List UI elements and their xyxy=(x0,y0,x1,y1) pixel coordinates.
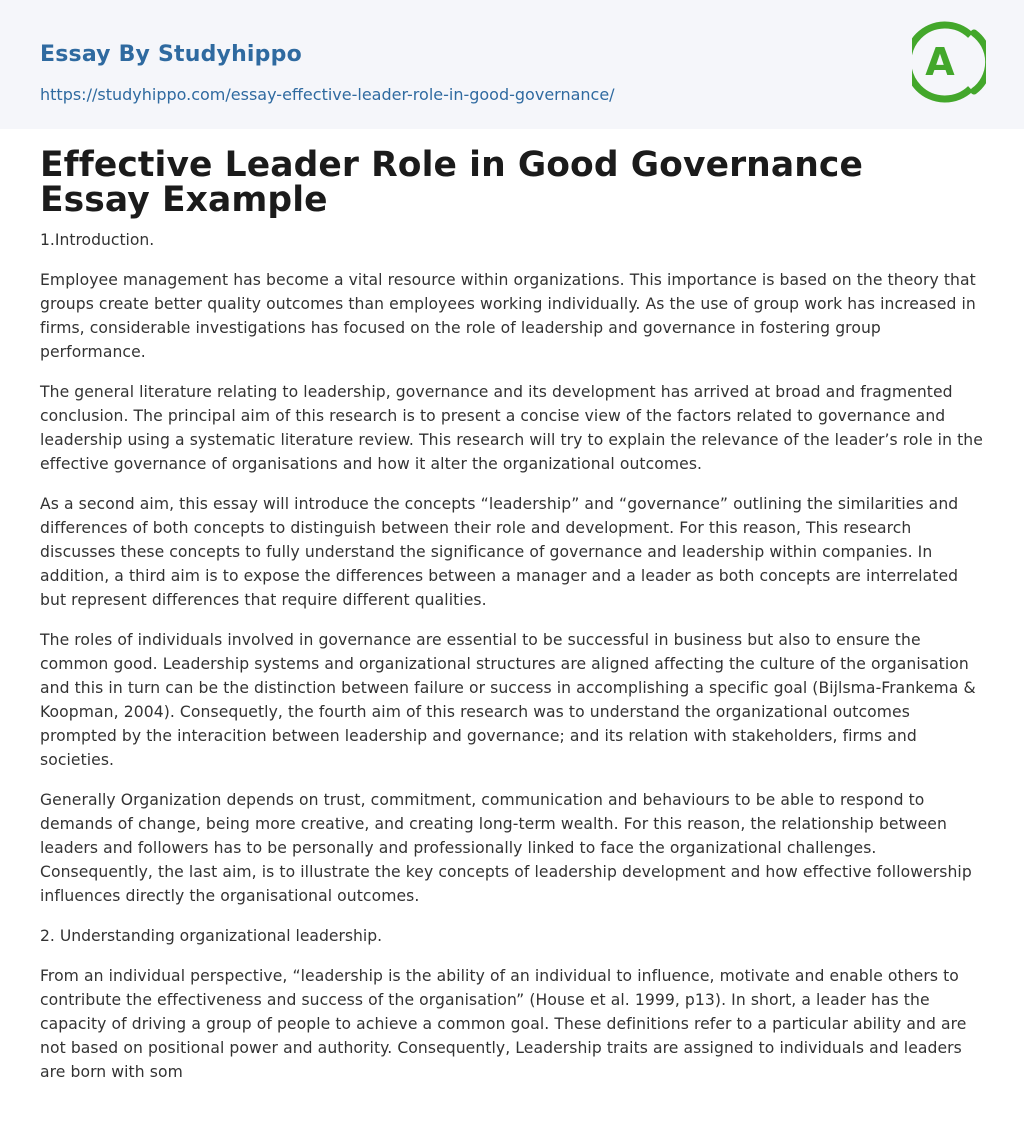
site-brand[interactable]: Essay By Studyhippo xyxy=(40,42,302,67)
essay-paragraph: The roles of individuals involved in governance are essential to be successful in business but also to ensure the common good. Leadership systems and organizational structures are aligned affecting the culture of the organisation and this in turn can be the distinction between failure or success in accomplishing a specific goal (Bijlsma-Frankema & Koopman, 2004). Consequetly, the fourth aim of this research was to understand the organizational outcomes prompted by the interacition between leadership and governance; and its relation with stakeholders, firms and societies. xyxy=(40,631,976,769)
logo-letter: A xyxy=(925,40,955,84)
essay-paragraph: As a second aim, this essay will introduce the concepts “leadership” and “governance” outlining the similarities and differences of both concepts to distinguish between their role and development. For this reason, This research discusses these concepts to fully understand the significance of governance and leadership within companies. In addition, a third aim is to expose the differences between a manager and a leader as both concepts are interrelated but represent differences that require different qualities. xyxy=(40,495,959,609)
essay-paragraph: Employee management has become a vital resource within organizations. This importance is based on the theory that groups create better quality outcomes than employees working individually. As the use of group work has increased in firms, considerable investigations has focused on the role of leadership and governance in fostering group performance. xyxy=(40,271,976,361)
studyhippo-logo-icon[interactable] xyxy=(912,19,986,105)
essay-content xyxy=(40,145,984,1100)
essay-paragraph: From an individual perspective, “leadership is the ability of an individual to influence, motivate and enable others to contribute the effectiveness and success of the organisation” (House et al. 1999, p13). In short, a leader has the capacity of driving a group of people to achieve a common goal. These definitions refer to a particular ability and are not based on positional power and authority. Consequently, Leadership traits are assigned to individuals and leaders are born with som xyxy=(40,967,967,1081)
essay-title: Effective Leader Role in Good Governance Essay Example xyxy=(40,145,863,220)
section-heading-introduction: 1.Introduction. xyxy=(40,231,155,249)
essay-paragraph: The general literature relating to leadership, governance and its development has arrived at broad and fragmented conclusion. The principal aim of this research is to present a concise view of the factors related to governance and leadership using a systematic literature review. This research will try to explain the relevance of the leader’s role in the effective governance of organisations and how it alter the organizational outcomes. xyxy=(40,383,983,473)
essay-paragraph: Generally Organization depends on trust, commitment, communication and behaviours to be able to respond to demands of change, being more creative, and creating long-term wealth. For this reason, the relationship between leaders and followers has to be personally and professionally linked to face the organizational challenges. Consequently, the last aim, is to illustrate the key concepts of leadership development and how effective followership influences directly the organisational outcomes. xyxy=(40,791,972,905)
essay-url-link[interactable]: https://studyhippo.com/essay-effective-leader-role-in-good-governance/ xyxy=(40,85,615,104)
site-header xyxy=(0,0,1024,129)
section-heading-leadership: 2. Understanding organizational leadership. xyxy=(40,927,383,945)
